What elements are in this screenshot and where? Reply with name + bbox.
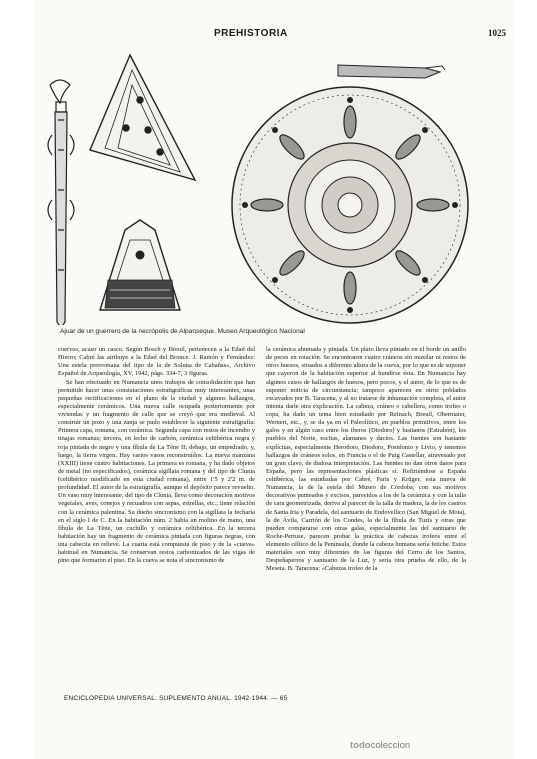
pectoral-plate-illustration [100, 220, 180, 310]
paragraph: Se han efectuado en Numancia unos trabajos de consolidación que han permitido hacer unas constataciones estratigráficas muy interesantes, unas pequeñas rectificaciones en el plano de la ciudad y algunos hallazgos, especialmente cerámicos. Una nueva calle ocupada posteriormente por viviendas y un fragmento de calle que se creyó que era medieval. Al construir un pozo y una zanja se pudo establecer la siguiente estratigrafía: Primera capa, romana, con cerámica. Segunda capa con restos de incendio y tinajas romanas; tercera, en lecho de carbón, cerámica celtibérica negra y roja pintada de negro y una fíbula de La Tène II; debajo, un empedrado, y, luego, la tierra virgen. Hay varios vasos reconstruídos. La nueva manzana (XXIII) tiene cuatro habitaciones. La primera es romana, y ha dado objetos de metal (no especificados), cerámica sigillata romana y del tipo de Clunia (celtibérico modificado en esta ciudad romana), entre 1'5 y 2'2 m. de profundidad. El autor de la estratigrafía, aunque el depósito parece revuelto. Un vaso muy interesante, del tipo de Clunia, lleva como decoración motivos vegetales, aves, conejos y recuadros con aspas, estrellas, etc.; tiene relación con la cerámica palentina. Su dueño sincronismo con la sigillata la fecharía en el siglo I de C. En la habitación núm. 2 había un molino de mano, una fíbula de La Tène, un cuchillo y cerámica celtibérica. En la tercera habitación hay un fragmento de cerámica pintada con figuras negras, con una cabecita en relieve. La cuarta está compuesta de piso y de la «cueva» habitual en Numancia. Se conservan restos carbonizados de las vigas de pino que formaron el piso. En la cueva se nota el sincronismo de [58, 378, 255, 565]
shield-disc-illustration [232, 87, 468, 323]
watermark-suffix: coleccion [370, 740, 411, 751]
running-header-title: PREHISTORIA [214, 28, 288, 39]
page-number: 1025 [488, 28, 506, 38]
paragraph: la cerámica ahumada y pintada. Un plato lleva pintado en el borde un anillo de peces en rotación. Se encontraron cuatro cráneos sin maxilar ni restos de otros huesos, situados a diferente altura de la cueva, por lo que es de suponer que cayeron de la habitación superior al hundirse ésta. En Numancia hay algunos casos de hallazgos de huesos, pero pocos, y el autor, de lo que es de suponer noticia de circunstancia; tampoco aparecen en otros poblados excavados por B. Taracena, y al no tratarse de inhumación completa, el autor intenta darle otra explicación. La cabeza, cráneo o cabellera, como trofeo o copa, ha dado un tema bien estudiado por Reinach, Breuil, Obermaier, Wernert, etc., y, se da ya en el Paleolítico, en pueblos primitivos, entre los galos y en algún caso entre los iberos (Diodoro) y lusitanos (Estrabón), los pueblos del Norte, escitas, alamanes y dacios. Las fuentes son bastante explícitas, especialmente Herodoto, Diodoro, Posidonio y Livio, y tenemos hallazgos de cráneos solos, en Francia o el de Puig Castellar, atravesado por un gran clavo, de dudosa interpretación. Las fuentes no dan otros datos para España, pero las representaciones plásticas sí. Refiriéndose a España celtibérica, las estudiadas por Cabré, Paris y Krüger, esta nueva de Numancia, la de la estela del Museo de Córdoba, con sus motivos decorativos punteados y excisos, parecidos a los de la cerámica y con la talla de cara geometrizada, deriva al parecer de la talla de madera, la de los castros de Santa Iria y Paradela, del santuario de Endovellico (San Miguel de Mota), la de Ávila, Carrión de los Condes, la de la fíbula de Tuzis y otras que pueden compararse con otras galas, especialmente las del santuario de Roche-Pertuse, parecen probar la práctica de cabezas trofeos entre el elemento céltico de la Península, donde la cabeza humana sería fetiche. Estos materiales son muy diferentes de las figuras del Cerro de los Santos, Despeñaperros y santuario de la Luz, y sería otra prueba de ello, de la Meseta. B. Taracena: «Cabezas trofeo de la [266, 346, 466, 573]
page-footer: ENCICLOPEDIA UNIVERSAL. SUPLEMENTO ANUAL. 1942-1944. — 65 [64, 695, 288, 702]
watermark-prefix: todo [350, 740, 371, 751]
figure-caption: Ajuar de un guerrero de la necrópolis de Alpanseque. Museo Arqueológico Nacional [60, 328, 305, 335]
triangular-plate-illustration [90, 55, 195, 180]
knife-illustration [338, 65, 445, 78]
paragraph: cuervos, acaso un casco. Según Bosch y Breuil, pertenecen a la Edad del Hierro; Cabré las atribuye a la Edad del Bronce. J. Ramón y Fernández: Una estela prerromana del tipo de la de Soluna de Cabañas», Archivo Español de Arqueología, XV, 1942, págs. 334-7, 3 figuras. [58, 346, 255, 378]
illustration-grave-goods [30, 40, 470, 325]
dagger-illustration [48, 80, 74, 325]
left-text-column [58, 346, 255, 565]
watermark-logo [350, 740, 410, 751]
right-text-column [266, 346, 466, 574]
